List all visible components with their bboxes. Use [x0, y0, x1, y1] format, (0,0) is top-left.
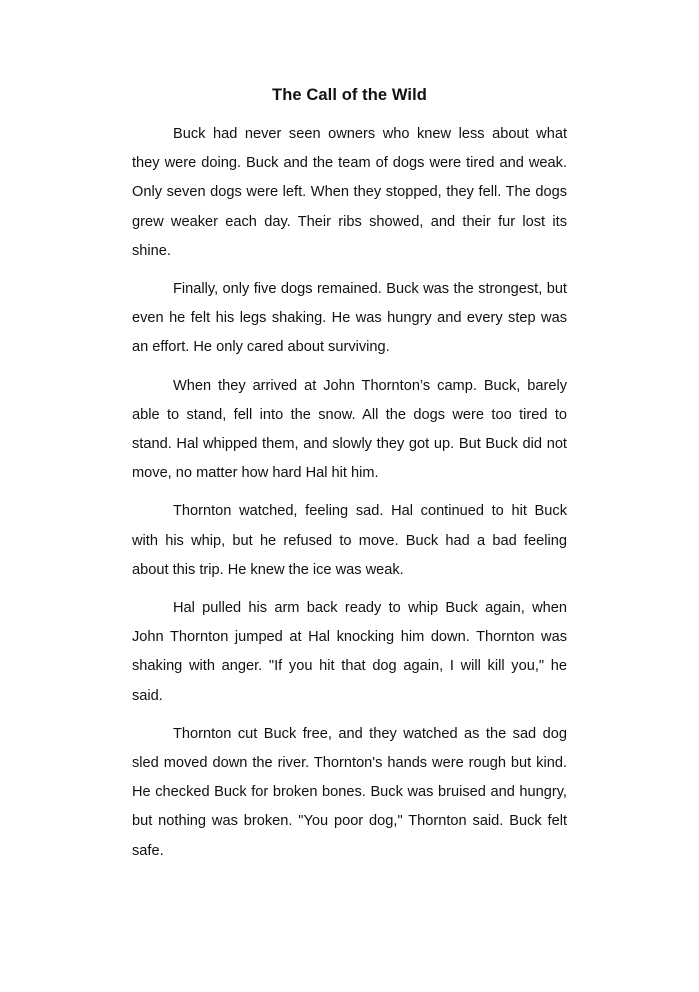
paragraph-1: Buck had never seen owners who knew less about what they were doing. Buck and the team of dogs were tired and weak. Only seven dogs were left. When they stopped, they fell. The dogs grew weaker each day. Their ribs showed, and their fur lost its shine.	[132, 126, 567, 259]
paragraph-6: Thornton cut Buck free, and they watched as the sad dog sled moved down the river. Thornton's hands were rough but kind. He checked Buck for broken bones. Buck was bruised and hungry, but nothing was broken. "You poor dog," Thornton said. Buck felt safe.	[132, 725, 567, 859]
paragraph-2: Finally, only five dogs remained. Buck was the strongest, but even he felt his legs shaking. He was hungry and every step was an effort. He only cared about surviving.	[132, 281, 567, 356]
document-body	[132, 120, 567, 875]
paragraph-4: Thornton watched, feeling sad. Hal continued to hit Buck with his whip, but he refused to move. Buck had a bad feeling about this trip. He knew the ice was weak.	[132, 503, 567, 578]
document-title: The Call of the Wild	[272, 86, 427, 104]
paragraph-3: When they arrived at John Thornton’s camp. Buck, barely able to stand, fell into the snow. All the dogs were too tired to stand. Hal whipped them, and slowly they got up. But Buck did not move, no matter how hard Hal hit him.	[132, 377, 567, 482]
paragraph-5: Hal pulled his arm back ready to whip Buck again, when John Thornton jumped at Hal knocking him down. Thornton was shaking with anger. "If you hit that dog again, I will kill you," he said.	[132, 600, 567, 704]
